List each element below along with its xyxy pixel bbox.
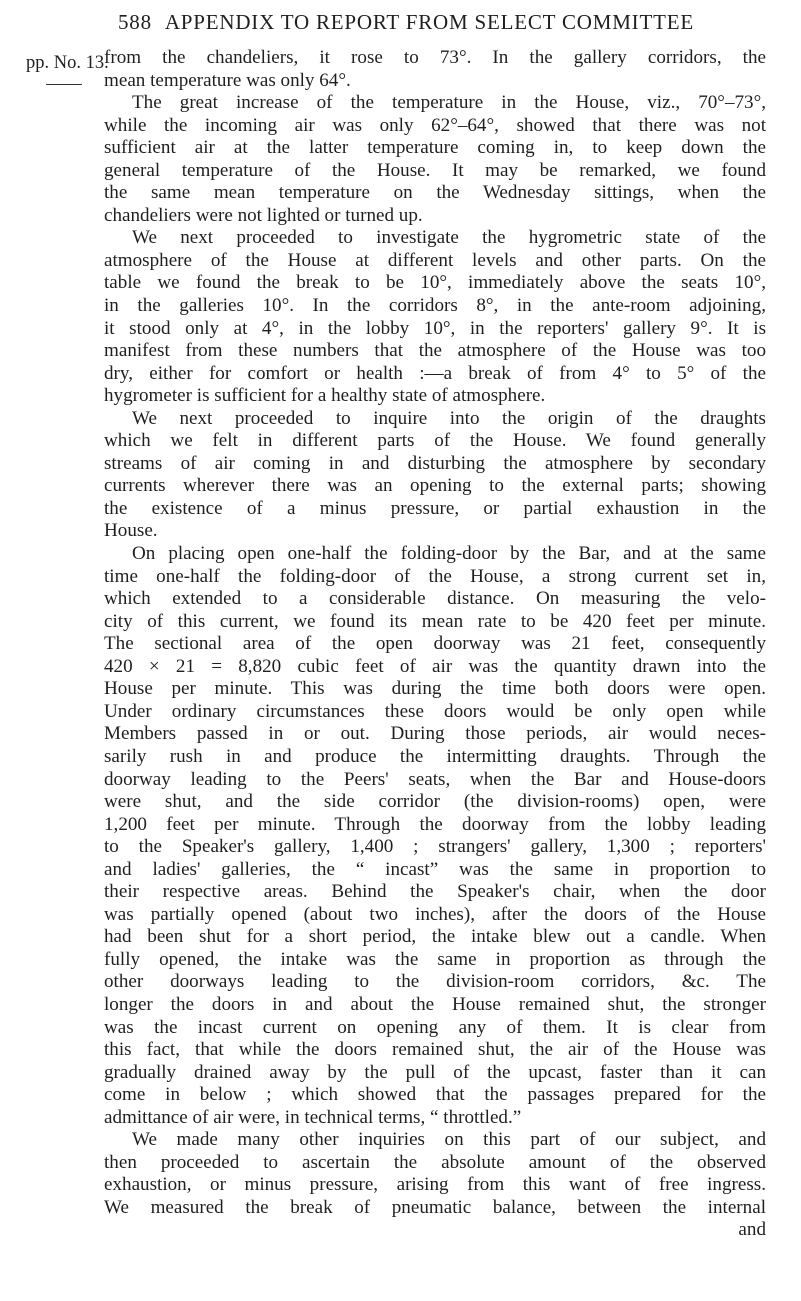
text-line: to the Speaker's gallery, 1,400 ; strangers' gallery, 1,300 ; reporters'	[104, 836, 766, 858]
text-line: streams of air coming in and disturbing the atmosphere by secondary	[104, 452, 766, 474]
text-line: time one-half the folding-door of the House, a strong current set in,	[104, 565, 766, 587]
text-line: We next proceeded to inquire into the origin of the draughts	[132, 407, 766, 429]
text-line: chandeliers were not lighted or turned up.	[104, 204, 423, 226]
text-line: fully opened, the intake was the same in proportion as through the	[104, 948, 766, 970]
text-line: in the galleries 10°. In the corridors 8°, in the ante-room adjoining,	[104, 295, 766, 317]
text-line: come in below ; which showed that the passages prepared for the	[104, 1084, 766, 1106]
running-head-title: APPENDIX TO REPORT FROM SELECT COMMITTEE	[164, 10, 694, 34]
text-line: We measured the break of pneumatic balance, between the internal	[104, 1196, 766, 1218]
text-line: were shut, and the side corridor (the division-rooms) open, were	[104, 791, 766, 813]
text-line: and ladies' galleries, the “ incast” was the same in proportion to	[104, 858, 766, 880]
text-line: while the incoming air was only 62°–64°, showed that there was not	[104, 114, 766, 136]
text-line: and	[738, 1219, 766, 1241]
text-line: dry, either for comfort or health :—a break of from 4° to 5° of the	[104, 362, 766, 384]
text-line: then proceeded to ascertain the absolute amount of the observed	[104, 1151, 766, 1173]
text-line: We next proceeded to investigate the hygrometric state of the	[132, 227, 766, 249]
text-line: was partially opened (about two inches), after the doors of the House	[104, 903, 766, 925]
text-line: from the chandeliers, it rose to 73°. In the gallery corridors, the	[104, 47, 766, 68]
margin-reference: pp. No. 13.	[26, 53, 109, 73]
text-line: general temperature of the House. It may be remarked, we found	[104, 159, 766, 181]
text-line: mean temperature was only 64°.	[104, 69, 351, 91]
text-line: sufficient air at the latter temperature coming in, to keep down the	[104, 137, 766, 159]
text-line: Members passed in or out. During those periods, air would neces-	[104, 723, 766, 745]
margin-dash	[46, 84, 82, 85]
text-line: table we found the break to be 10°, immediately above the seats 10°,	[104, 272, 766, 294]
text-line: admittance of air were, in technical terms, “ throttled.”	[104, 1106, 522, 1128]
body-text	[104, 47, 766, 1242]
text-line: The sectional area of the open doorway was 21 feet, consequently	[104, 633, 766, 655]
text-line: longer the doors in and about the House remained shut, the stronger	[104, 993, 766, 1015]
text-line: 1,200 feet per minute. Through the doorway from the lobby leading	[104, 813, 766, 835]
text-line: was the incast current on opening any of them. It is clear from	[104, 1016, 766, 1038]
text-line: other doorways leading to the division-room corridors, &c. The	[104, 971, 766, 993]
text-line: House.	[104, 520, 158, 542]
page-number: 588	[118, 10, 152, 34]
text-line: doorway leading to the Peers' seats, when the Bar and House-doors	[104, 768, 766, 790]
text-line: had been shut for a short period, the intake blew out a candle. When	[104, 926, 766, 948]
running-head	[118, 10, 801, 35]
text-line: city of this current, we found its mean rate to be 420 feet per minute.	[104, 610, 766, 632]
text-line: the same mean temperature on the Wednesday sittings, when the	[104, 182, 766, 204]
text-line: House per minute. This was during the time both doors were open.	[104, 678, 766, 700]
text-line: gradually drained away by the pull of the upcast, faster than it can	[104, 1061, 766, 1083]
text-line: the existence of a minus pressure, or partial exhaustion in the	[104, 497, 766, 519]
text-line: which we felt in different parts of the House. We found generally	[104, 430, 766, 452]
text-line: sarily rush in and produce the intermitting draughts. Through the	[104, 745, 766, 767]
text-line: The great increase of the temperature in the House, viz., 70°–73°,	[132, 92, 766, 114]
text-line: it stood only at 4°, in the lobby 10°, in the reporters' gallery 9°. It is	[104, 317, 766, 339]
text-line: We made many other inquiries on this part of our subject, and	[132, 1129, 766, 1151]
text-line: Under ordinary circumstances these doors would be only open while	[104, 700, 766, 722]
text-line: hygrometer is sufficient for a healthy state of atmosphere.	[104, 385, 546, 407]
text-line: currents wherever there was an opening to the external parts; showing	[104, 475, 766, 497]
text-line: manifest from these numbers that the atmosphere of the House was too	[104, 340, 766, 362]
text-line: their respective areas. Behind the Speaker's chair, when the door	[104, 881, 766, 903]
text-line: which extended to a considerable distance. On measuring the velo-	[104, 588, 766, 610]
text-line: atmosphere of the House at different levels and other parts. On the	[104, 249, 766, 271]
text-line: this fact, that while the doors remained shut, the air of the House was	[104, 1039, 766, 1061]
text-line: 420 × 21 = 8,820 cubic feet of air was the quantity drawn into the	[104, 655, 766, 677]
text-line: On placing open one-half the folding-door by the Bar, and at the same	[132, 543, 766, 565]
text-line: exhaustion, or minus pressure, arising from this want of free ingress.	[104, 1174, 766, 1196]
